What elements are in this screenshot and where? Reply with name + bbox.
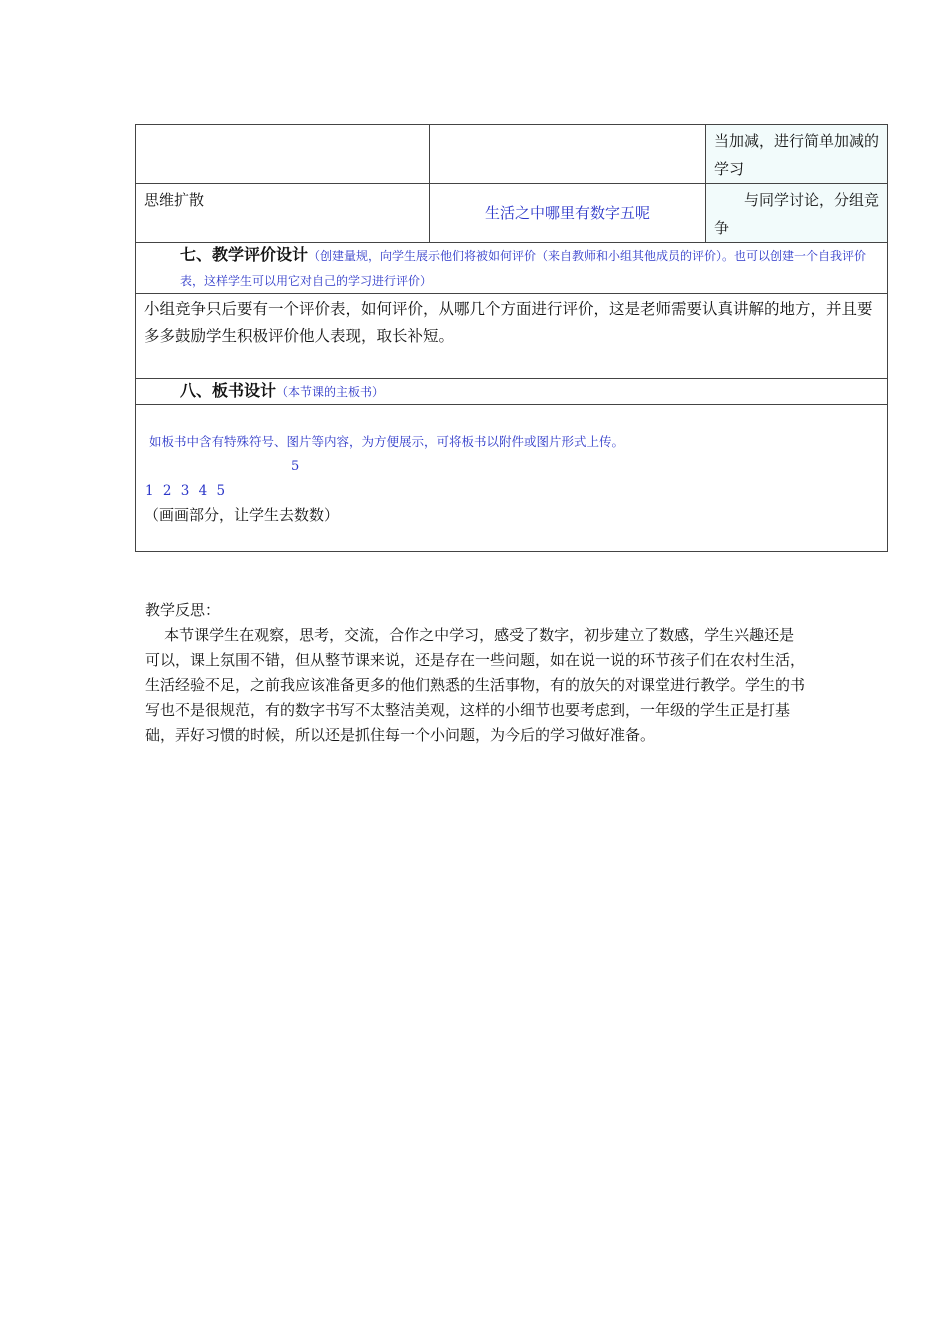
board-number-sequence: 1 2 3 4 5 bbox=[145, 483, 228, 499]
section-8-note: （本节课的主板书） bbox=[276, 385, 385, 399]
board-drawing-note: （画画部分，让学生去数数） bbox=[144, 506, 340, 524]
table-cell bbox=[430, 184, 706, 243]
section-8-title: 八、板书设计 bbox=[180, 381, 277, 400]
section-7-header bbox=[136, 243, 887, 293]
table-cell bbox=[136, 125, 430, 184]
table-row bbox=[136, 294, 888, 379]
teaching-reflection bbox=[145, 598, 807, 748]
teacher-activity-text: 生活之中哪里有数字五呢 bbox=[484, 204, 650, 222]
table-cell bbox=[136, 184, 430, 243]
section-heading-cell bbox=[136, 243, 888, 294]
section-7-note: （创建量规，向学生展示他们将被如何评价（来自教师和小组其他成员的评价）。也可以创建一个自我评价表，这样学生可以用它对自己的学习进行评价） bbox=[180, 249, 867, 288]
table-row bbox=[136, 184, 888, 243]
table-cell bbox=[430, 125, 706, 184]
table-row bbox=[136, 125, 888, 184]
table-cell bbox=[706, 184, 888, 243]
reflection-body: 本节课学生在观察，思考，交流，合作之中学习，感受了数字，初步建立了数感，学生兴趣还是可以，课上氛围不错，但从整节课来说，还是存在一些问题，如在说一说的环节孩子们在农村生活，生活经验不足，之前我应该准备更多的他们熟悉的生活事物，有的放矢的对课堂进行教学。学生的书写也不是很规范，有的数字书写不太整洁美观，这样的小细节也要考虑到，一年级的学生正是打基础，弄好习惯的时候，所以还是抓住每一个小问题，为今后的学习做好准备。 bbox=[145, 626, 806, 744]
table-cell bbox=[706, 125, 888, 184]
section-8-header bbox=[136, 379, 887, 404]
stage-label: 思维扩散 bbox=[144, 191, 205, 209]
student-activity-text: 与同学讨论，分组竞争 bbox=[714, 191, 880, 237]
board-design-cell bbox=[136, 405, 888, 552]
section-7-title: 七、教学评价设计 bbox=[180, 245, 309, 264]
table-row bbox=[136, 379, 888, 405]
lesson-plan-table bbox=[135, 124, 888, 552]
board-hint: 如板书中含有特殊符号、图片等内容，为方便展示，可将板书以附件或图片形式上传。 bbox=[149, 434, 625, 449]
section-7-content: 小组竞争只后要有一个评价表，如何评价，从哪几个方面进行评价，这是老师需要认真讲解的地方，并且要多多鼓励学生积极评价他人表现，取长补短。 bbox=[144, 300, 873, 345]
table-row bbox=[136, 405, 888, 552]
board-big-number: 5 bbox=[291, 459, 300, 474]
student-activity-text: 当加减，进行简单加减的学习 bbox=[714, 132, 880, 178]
section-heading-cell bbox=[136, 379, 888, 405]
reflection-title: 教学反思： bbox=[145, 601, 221, 619]
table-cell bbox=[136, 294, 888, 379]
board-design bbox=[136, 405, 887, 551]
table-row bbox=[136, 243, 888, 294]
